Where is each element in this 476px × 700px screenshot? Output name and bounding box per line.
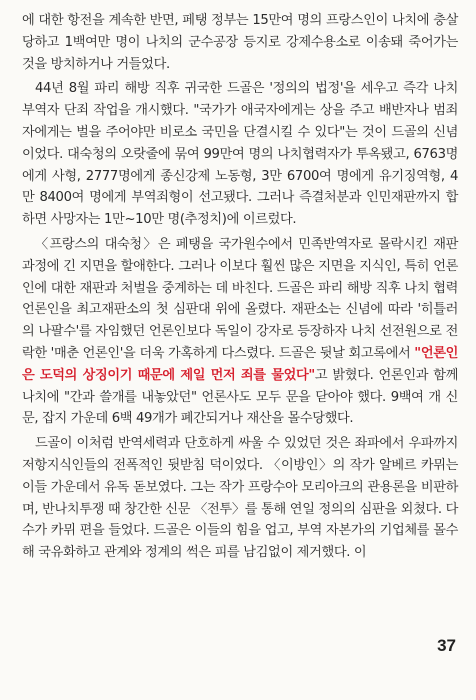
paragraph-3 (22, 234, 458, 430)
paragraph-4: 드골이 이처럼 반역세력과 단호하게 싸울 수 있었던 것은 좌파에서 우파까지 저항지식인들의 전폭적인 뒷받침 덕이었다. 〈이방인〉의 작가 알베르 카뮈는 이들 가운데서 유독 돋보였다. 그는 작가 프랑수아 모리아크의 관용론을 비판하며, 반나치투쟁 때 창간한 신문 〈전투〉를 통해 연일 정의의 심판을 외쳤다. 다수가 카뮈 편을 들었다. 드골은 이들의 힘을 업고, 부역 자본가의 기업체를 몰수해 국유화하고 관계와 정계의 썩은 피를 남김없이 제거했다. 이 (22, 436, 458, 561)
paragraph-1: 에 대한 항전을 계속한 반면, 페탱 정부는 15만여 명의 프랑스인이 나치에 충살당하고 1백여만 명이 나치의 군수공장 등지로 강제수용소로 이송돼 죽어가는 것을 방치하거나 거들었다. (22, 13, 458, 72)
page-body (22, 10, 458, 564)
paragraph-3-text-after: 고 밝혔다. 언론인과 함께 나치에 "간과 쓸개를 내놓았던" 언론사도 모두 문을 닫아야 했다. 9백여 개 신문, 잡지 가운데 6백 49개가 폐간되거나 재산을 몰수당했다. (22, 367, 458, 427)
paragraph-2: 44년 8월 파리 해방 직후 귀국한 드골은 '정의의 법정'을 세우고 즉각 나치 부역자 단죄 작업을 개시했다. "국가가 애국자에게는 상을 주고 배반자나 범죄자에게는 벌을 주어야만 비로소 국민을 단결시킬 수 있다"는 것이 드골의 신념이었다. 대숙청의 오랏줄에 묶여 99만여 명의 나치협력자가 투옥됐고, 6763명에게 사형, 2777명에게 종신강제 노동형, 3만 6700여 명에게 유기징역형, 4만 8400여 명에게 부역죄형이 선고됐다. 그러나 즉결처분과 인민재판까지 합하면 사망자는 1만~10만 명(추정치)에 이르렀다. (22, 81, 458, 228)
highlighted-quote: "언론인은 도덕의 상징이기 때문에 제일 먼저 죄를 물었다" (22, 345, 458, 383)
paragraph-3-text: 〈프랑스의 대숙청〉은 페탱을 국가원수에서 민족반역자로 몰락시킨 재판 과정에 긴 지면을 할애한다. 그러나 이보다 훨씬 많은 지면을 지식인, 특히 언론인에 대한 재판과 처벌을 중계하는 데 바친다. 드골은 파리 해방 직후 나치 협력 언론인을 최고재판소의 첫 심판대 위에 올렸다. 재판소는 신념에 따라 '히틀러의 나팔수'를 자임했던 언론인보다 독일이 강자로 등장하자 나치 선전원으로 전락한 '매춘 언론인'을 더욱 가혹하게 다스렸다. 드골은 뒷날 회고록에서 (22, 236, 458, 361)
page-number: 37 (437, 636, 456, 655)
